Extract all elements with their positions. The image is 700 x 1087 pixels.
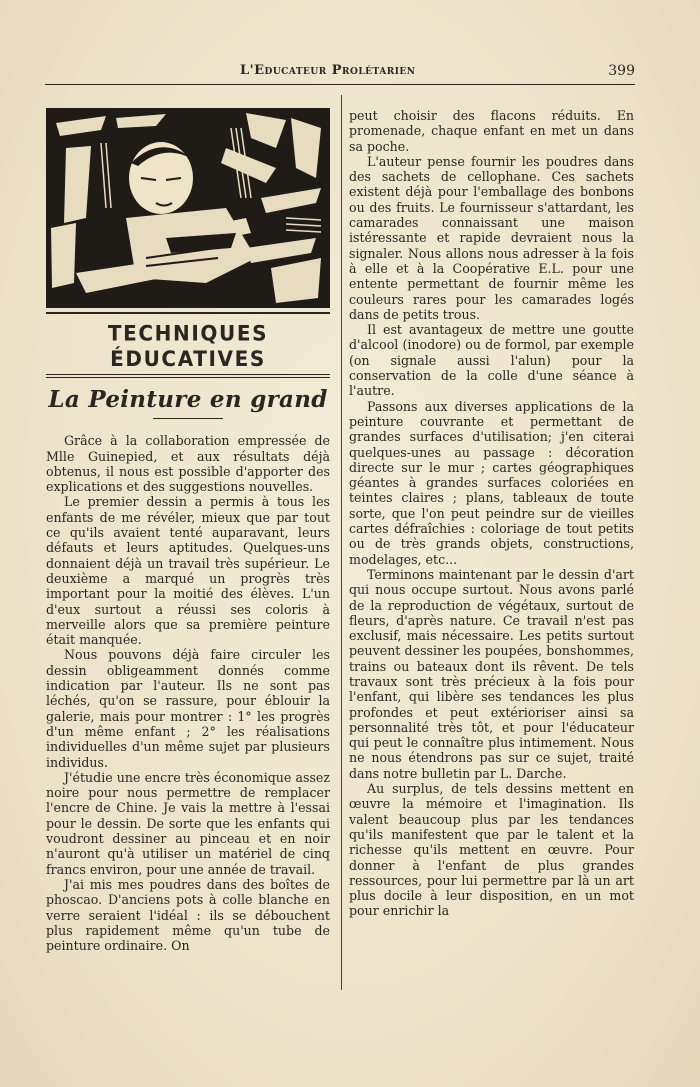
right-column <box>349 108 634 919</box>
paragraph: Passons aux diverses applications de la peinture couvrante et permettant de grandes surfaces d'utilisation; j'en citerai quelques-unes au passage : décoration directe sur le mur ; cartes géographiques géantes à grandes surfaces coloriées en teintes claires ; plans, tableaux de toute sorte, que l'on peut peindre sur de vieilles cartes défraîchies : coloriage de tout petits ou de très grands objets, constructions, modelages, etc... <box>349 398 634 567</box>
paragraph: L'auteur pense fournir les poudres dans des sachets de cellophane. Ces sachets existent déjà pour l'emballage des bonbons ou des fruits. Le fournisseur s'attardant, les camarades connaissant une maison istéressante et rapide devraient nous la signaler. Nous allons nous adresser à la fois à elle et à la Coopérative E.L. pour une entente permettant de fournir même les couleurs rares pour les camarades logés dans de petits trous. <box>349 153 634 322</box>
paragraph: Il est avantageux de mettre une goutte d'alcool (inodore) ou de formol, par exemple (on signale aussi l'alun) pour la conservation de la colle d'une séance à l'autre. <box>349 322 634 399</box>
title-rule <box>153 418 223 419</box>
rubric-rule-top <box>46 312 330 314</box>
running-header <box>45 60 635 85</box>
journal-title: L'Educateur Prolétarien <box>240 63 416 78</box>
left-column <box>46 108 330 953</box>
paragraph: Nous pouvons déjà faire circuler les dessin obligeamment donnés comme indication par l'auteur. Ils ne sont pas léchés, qu'on se rassure, pour éblouir la galerie, mais pour montrer : 1° les progrès d'un même enfant ; 2° les réalisations individuelles d'un même sujet par plusieurs individus. <box>46 647 330 770</box>
paragraph: Le premier dessin a permis à tous les enfants de me révéler, mieux que par tout ce qu'ils avaient tenté auparavant, leurs défauts et leurs aptitudes. Quelques-uns donnaient déjà un travail très supérieur. Le deuxième a marqué un progrès très important pour la moitié des élèves. L'un d'eux surtout a réussi ses coloris à merveille alors que sa première peinture était manquée. <box>46 494 330 648</box>
paragraph: Terminons maintenant par le dessin d'art qui nous occupe surtout. Nous avons parlé de la reproduction de végétaux, surtout de fleurs, d'après nature. Ce travail n'est pas exclusif, mais nécessaire. Les petits surtout peuvent dessiner les poupées, bonshommes, trains ou bateaux dont ils rêvent. De tels travaux sont très précieux à la fois pour l'enfant, qui libère ses tendances les plus profondes et peut extérioriser ainsi sa personnalité très tôt, et pour l'éducateur qui peut le connaître plus intimement. Nous ne nous étendrons pas sur ce sujet, traité dans notre bulletin par L. Darche. <box>349 566 634 781</box>
page-number: 399 <box>608 63 635 79</box>
paragraph: Au surplus, de tels dessins mettent en œuvre la mémoire et l'imagination. Ils valent beaucoup plus par les tendances qu'ils manifestent que par le talent et la richesse qu'ils mettent en œuvre. Pour donner à l'enfant de plus grandes ressources, pour lui permettre par là un art plus docile à leur disposition, en un mot pour enrichir la <box>349 781 634 919</box>
paragraph: Grâce à la collaboration empressée de Mlle Guinepied, et aux résultats déjà obtenus, il nous est possible d'apporter des explications et des suggestions nouvelles. <box>46 433 330 495</box>
column-divider <box>341 95 342 990</box>
rubric-rule-bottom <box>46 374 330 378</box>
paragraph: J'ai mis mes poudres dans des boîtes de phoscao. D'anciens pots à colle blanche en verre seraient l'idéal : ils se débouchent plus rapidement même qu'un tube de peinture ordinaire. On <box>46 876 330 954</box>
paragraph: peut choisir des flacons réduits. En promenade, chaque enfant en met un dans sa poche. <box>349 108 634 154</box>
article-title: La Peinture en grand <box>48 386 328 413</box>
section-rubric: TECHNIQUES ÉDUCATIVES <box>107 320 269 372</box>
paragraph: J'étudie une encre très économique assez noire pour nous permettre de remplacer l'encre de Chine. Je vais la mettre à l'essai pour le dessin. De sorte que les enfants qui voudront dessiner au pinceau et en noir n'auront qu'à utiliser un matériel de cinq francs environ, pour une année de travail. <box>46 769 330 877</box>
woodcut-illustration <box>46 108 330 308</box>
